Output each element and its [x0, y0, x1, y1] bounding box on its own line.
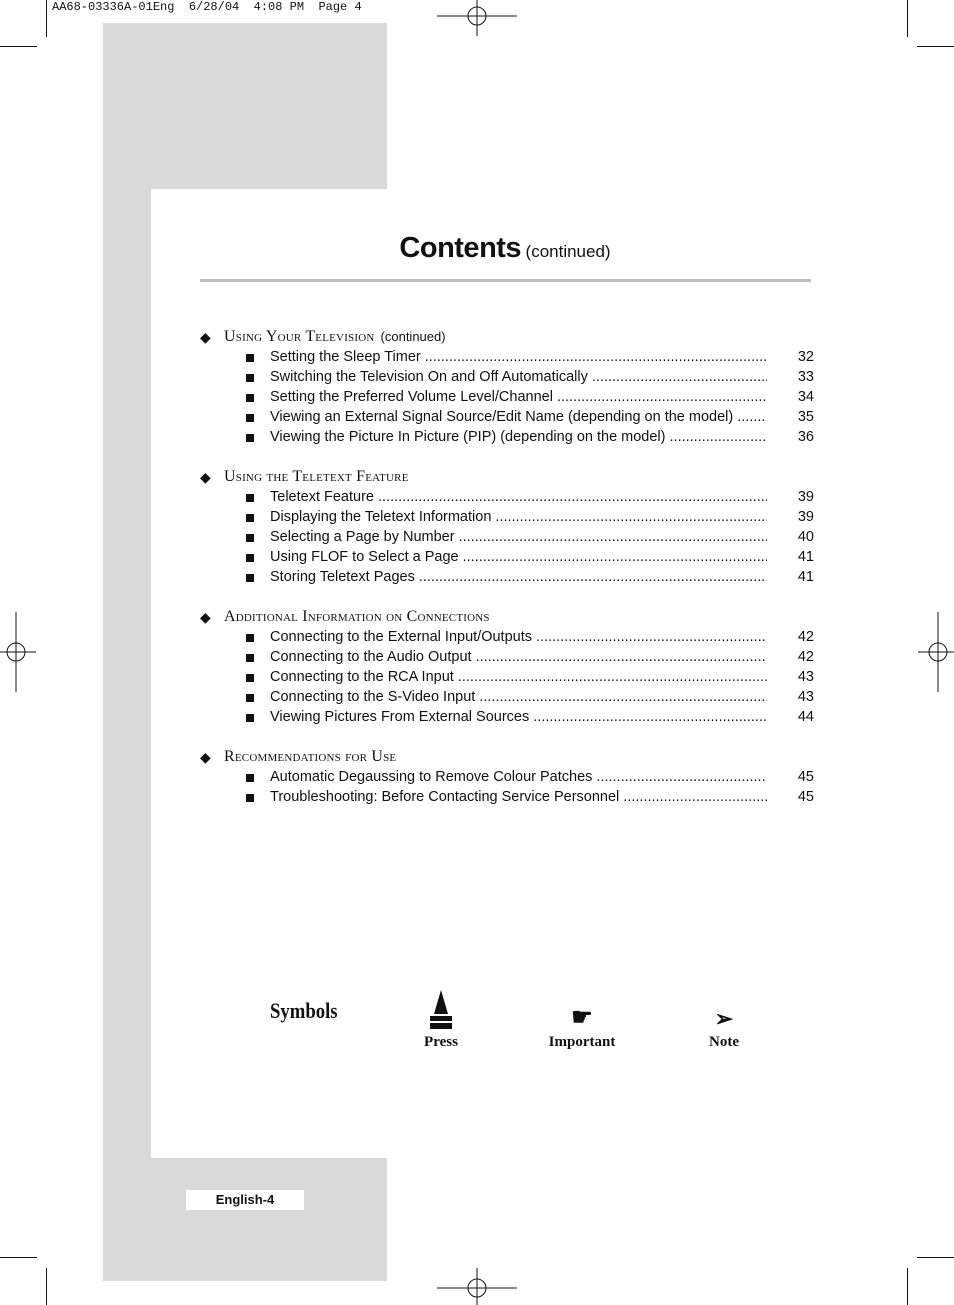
square-bullet-icon — [246, 354, 254, 362]
diamond-bullet-icon: ◆ — [200, 469, 211, 485]
crop-mark — [0, 46, 37, 47]
diamond-bullet-icon: ◆ — [200, 609, 211, 625]
square-bullet-icon — [246, 554, 254, 562]
square-bullet-icon — [246, 634, 254, 642]
toc-entry[interactable] — [200, 767, 820, 787]
crop-mark — [917, 1257, 954, 1258]
crop-mark — [0, 1257, 37, 1258]
toc-entry[interactable] — [200, 527, 820, 547]
crop-mark — [907, 0, 908, 37]
symbol-label: Important — [548, 1034, 616, 1050]
symbol-note — [690, 990, 758, 1060]
note-icon: ➢ — [714, 1006, 734, 1031]
title-rule — [200, 279, 811, 282]
symbol-label: Press — [424, 1034, 458, 1050]
crop-mark — [46, 0, 47, 37]
page-title — [200, 232, 810, 265]
section-heading — [200, 467, 820, 487]
gray-top-block — [103, 23, 387, 189]
printer-slug: AA68-03336A-01Eng 6/28/04 4:08 PM Page 4 — [52, 0, 362, 14]
toc-entry-page: 36 — [797, 429, 814, 445]
toc-entry[interactable] — [200, 367, 820, 387]
toc-entry-page: 45 — [797, 789, 814, 805]
toc-entry-page: 45 — [797, 769, 814, 785]
title-text: Contents — [399, 232, 522, 264]
toc-entry-label: Viewing Pictures From External Sources ..... — [270, 707, 767, 727]
symbol-important — [540, 990, 624, 1060]
toc-entry-label: Viewing the Picture In Picture (PIP) (depending on the model) ..... — [270, 427, 767, 447]
diamond-bullet-icon: ◆ — [200, 329, 211, 345]
toc-entry-label: Connecting to the S-Video Input ..... — [270, 687, 767, 707]
square-bullet-icon — [246, 654, 254, 662]
crop-mark — [917, 46, 954, 47]
toc-entry[interactable] — [200, 407, 820, 427]
section-heading-text: Using the Teletext Feature — [224, 468, 409, 485]
crop-mark — [46, 1268, 47, 1305]
important-icon: ☛ — [571, 1005, 593, 1031]
toc-section — [200, 467, 820, 587]
toc-entry-label: Viewing an External Signal Source/Edit Name (depending on the model) ..... — [270, 407, 767, 427]
toc-entry-label: Troubleshooting: Before Contacting Service Personnel ..... — [270, 787, 767, 807]
toc-entry[interactable] — [200, 707, 820, 727]
toc-entry-label: Teletext Feature ..... — [270, 487, 767, 507]
symbol-press — [405, 990, 477, 1060]
toc-entry-label: Selecting a Page by Number ..... — [270, 527, 767, 547]
toc-entry-page: 35 — [797, 409, 814, 425]
toc-section — [200, 747, 820, 807]
square-bullet-icon — [246, 694, 254, 702]
toc-entry[interactable] — [200, 427, 820, 447]
toc-entry-label: Connecting to the Audio Output ..... — [270, 647, 767, 667]
toc-entry-page: 39 — [797, 489, 814, 505]
toc-entry[interactable] — [200, 787, 820, 807]
square-bullet-icon — [246, 494, 254, 502]
toc-entry-page: 32 — [797, 349, 814, 365]
toc-entry-page: 33 — [797, 369, 814, 385]
section-heading — [200, 747, 820, 767]
gray-bottom-block — [103, 1158, 387, 1281]
square-bullet-icon — [246, 674, 254, 682]
square-bullet-icon — [246, 714, 254, 722]
square-bullet-icon — [246, 374, 254, 382]
toc-entry[interactable] — [200, 347, 820, 367]
toc-entry-label: Displaying the Teletext Information ..... — [270, 507, 767, 527]
title-suffix: (continued) — [525, 242, 611, 261]
toc-entry[interactable] — [200, 667, 820, 687]
section-heading-note: (continued) — [380, 329, 446, 344]
registration-mark-icon — [0, 612, 36, 692]
toc-entry[interactable] — [200, 507, 820, 527]
toc-entry-label: Using FLOF to Select a Page ..... — [270, 547, 767, 567]
toc-entry[interactable] — [200, 647, 820, 667]
section-heading-text: Additional Information on Connections — [224, 608, 490, 625]
square-bullet-icon — [246, 394, 254, 402]
toc-entry-page: 40 — [797, 529, 814, 545]
page-number-label: English-4 — [186, 1190, 304, 1210]
press-icon — [428, 990, 454, 1032]
crop-mark — [907, 1268, 908, 1305]
section-heading — [200, 327, 820, 347]
toc-entry-label: Automatic Degaussing to Remove Colour Patches ..... — [270, 767, 767, 787]
toc-entry-page: 42 — [797, 629, 814, 645]
toc-entry-page: 41 — [797, 549, 814, 565]
toc-entry[interactable] — [200, 387, 820, 407]
square-bullet-icon — [246, 514, 254, 522]
toc-section — [200, 327, 820, 447]
square-bullet-icon — [246, 794, 254, 802]
gray-left-band — [103, 189, 151, 1281]
toc-entry[interactable] — [200, 547, 820, 567]
toc-section — [200, 607, 820, 727]
section-heading-text: Recommendations for Use — [224, 748, 397, 765]
symbols-title: Symbols — [270, 998, 338, 1023]
toc-entry-page: 43 — [797, 689, 814, 705]
toc-entry-page: 39 — [797, 509, 814, 525]
registration-mark-icon — [918, 612, 954, 692]
square-bullet-icon — [246, 774, 254, 782]
registration-mark-icon — [437, 0, 517, 36]
toc-entry-page: 34 — [797, 389, 814, 405]
square-bullet-icon — [246, 534, 254, 542]
toc-entry[interactable] — [200, 487, 820, 507]
toc-entry-page: 44 — [797, 709, 814, 725]
toc-entry-label: Connecting to the RCA Input ..... — [270, 667, 767, 687]
toc-entry-page: 41 — [797, 569, 814, 585]
symbol-label: Note — [709, 1034, 739, 1050]
square-bullet-icon — [246, 574, 254, 582]
registration-mark-icon — [437, 1268, 517, 1305]
toc-entry[interactable] — [200, 687, 820, 707]
section-heading-text: Using Your Television — [224, 328, 375, 345]
section-heading — [200, 607, 820, 627]
toc-entry-label: Storing Teletext Pages ..... — [270, 567, 767, 587]
toc-entry-page: 42 — [797, 649, 814, 665]
toc-entry-page: 43 — [797, 669, 814, 685]
toc-entry-label: Setting the Sleep Timer ..... — [270, 347, 767, 367]
toc-entry[interactable] — [200, 627, 820, 647]
toc-entry-label: Connecting to the External Input/Outputs ..... — [270, 627, 767, 647]
square-bullet-icon — [246, 434, 254, 442]
toc-entry-label: Switching the Television On and Off Automatically ..... — [270, 367, 767, 387]
toc-entry[interactable] — [200, 567, 820, 587]
toc-entry-label: Setting the Preferred Volume Level/Channel ..... — [270, 387, 767, 407]
diamond-bullet-icon: ◆ — [200, 749, 211, 765]
square-bullet-icon — [246, 414, 254, 422]
